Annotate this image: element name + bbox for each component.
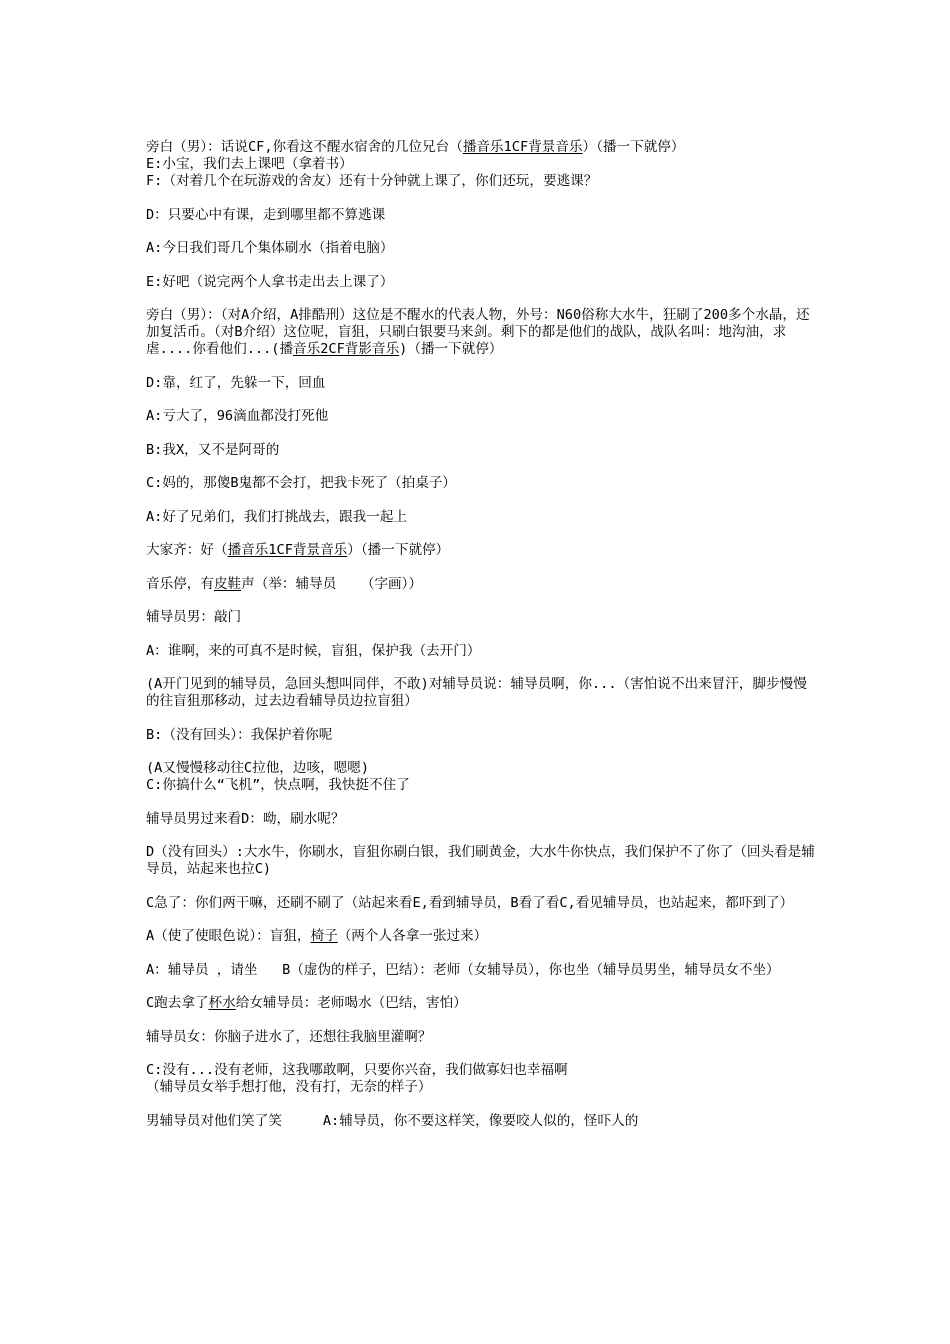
line-text: C急了：你们两干嘛，还刷不刷了（站起来看E,看到辅导员，B看了看C,看见辅导员，也站起来，都吓到了）	[146, 894, 794, 911]
script-line	[146, 1079, 816, 1096]
script-line	[146, 928, 816, 945]
script-line	[146, 609, 816, 626]
line-text: D：只要心中有课，走到哪里都不算逃课	[146, 206, 386, 223]
line-text: C:你搞什么“飞机”，快点啊，我快挺不住了	[146, 777, 410, 793]
underlined-cue: 椅子	[310, 928, 338, 944]
script-line	[146, 173, 816, 190]
line-text: (A开门见到的辅导员，急回头想叫同伴，不敢)对辅导员说：辅导员啊，你...（害怕说不出来冒汗，脚步慢慢的往盲狙那移动，过去边看辅导员边拉盲狙）	[146, 676, 807, 709]
script-line	[146, 240, 816, 257]
underlined-cue: 播音乐1CF背景音乐	[227, 542, 348, 558]
line-text: 给女辅导员：老师喝水（巴结，害怕）	[235, 995, 467, 1011]
line-text: （两个人各拿一张过来）	[337, 928, 488, 944]
script-line	[146, 375, 816, 392]
script-line	[146, 895, 816, 912]
line-text: C跑去拿了	[146, 995, 209, 1011]
script-line	[146, 676, 816, 710]
line-text: 辅导员女：你脑子进水了，还想往我脑里灌啊？	[146, 1028, 432, 1045]
line-text: F:（对着几个在玩游戏的舍友）还有十分钟就上课了，你们还玩，要逃课？	[146, 173, 598, 189]
line-text: E:小宝，我们去上课吧（拿着书）	[146, 156, 353, 172]
script-line	[146, 307, 816, 358]
underlined-cue: 杯水	[208, 995, 236, 1011]
line-text: 男辅导员对他们笑了笑 A:辅导员，你不要这样笑，像要咬人似的，怪吓人的	[146, 1112, 639, 1129]
line-text: C:没有...没有老师，这我哪敢啊，只要你兴奋，我们做寡妇也幸福啊	[146, 1062, 568, 1078]
script-line	[146, 643, 816, 660]
script-line	[146, 962, 816, 979]
line-text: A：谁啊，来的可真不是时候，盲狙，保护我（去开门）	[146, 642, 481, 659]
script-line	[146, 475, 816, 492]
script-line	[146, 760, 816, 777]
line-text: A:今日我们哥几个集体刷水（指着电脑）	[146, 240, 394, 256]
script-line	[146, 727, 816, 744]
line-text: A：辅导员 ，请坐 B（虚伪的样子，巴结）：老师（女辅导员），你也坐（辅导员男坐，辅导员女不坐）	[146, 961, 780, 978]
script-line	[146, 811, 816, 828]
line-text: A:好了兄弟们，我们打挑战去，跟我一起上	[146, 508, 408, 525]
underlined-cue: 皮鞋	[213, 575, 242, 592]
script-document	[146, 139, 816, 1146]
script-line	[146, 156, 816, 173]
underlined-cue: 音乐2CF背影音乐	[293, 341, 400, 357]
script-line	[146, 509, 816, 526]
line-text: 辅导员男过来看D：呦，刷水呢？	[146, 810, 345, 827]
script-line	[146, 542, 816, 559]
line-text: 大家齐：好（	[146, 542, 228, 558]
line-text: A（使了使眼色说）：盲狙，	[146, 928, 311, 944]
line-text: (A又慢慢移动往C拉他，边咳，嗯嗯)	[146, 760, 370, 776]
line-text: D:靠，红了，先躲一下，回血	[146, 374, 326, 391]
line-text: （辅导员女举手想打他，没有打，无奈的样子）	[146, 1079, 432, 1095]
line-text: 旁白（男）：话说CF,你看这不醒水宿舍的几位兄台（	[146, 139, 463, 155]
script-line	[146, 207, 816, 224]
script-line	[146, 576, 816, 593]
line-text: B:我X，又不是阿哥的	[146, 441, 280, 458]
script-line	[146, 274, 816, 291]
line-text: ）（播一下就停）	[582, 139, 685, 155]
line-text: A:亏大了，96滴血都没打死他	[146, 408, 329, 424]
script-line	[146, 1029, 816, 1046]
line-text: 旁白（男）：（对A介绍，A排酷刑）这位是不醒水的代表人物，外号：N60俗称大水牛，狂刷了200多个水晶，还加复活币。（对B介绍）这位呢，盲狙，只刷白银要马来剑。剩下的都是他们的战队，战队名叫：地沟油，求虐....你看他们...(播	[146, 307, 810, 357]
script-line	[146, 1113, 816, 1130]
script-line	[146, 995, 816, 1012]
script-line	[146, 139, 816, 156]
line-text: ）（播一下就停）	[347, 542, 450, 558]
script-line	[146, 408, 816, 425]
line-text: 声（举：辅导员 （字画））	[241, 575, 423, 592]
script-line	[146, 442, 816, 459]
line-text: E:好吧（说完两个人拿书走出去上课了）	[146, 273, 394, 290]
line-text: 辅导员男：敲门	[146, 609, 242, 625]
script-line	[146, 844, 816, 878]
underlined-cue: 播音乐1CF背景音乐	[462, 139, 583, 155]
line-text: D（没有回头）:大水牛，你刷水，盲狙你刷白银，我们刷黄金，大水牛你快点，我们保护不了你了（回头看是辅导员，站起来也拉C)	[146, 844, 815, 877]
script-line	[146, 1062, 816, 1079]
line-text: C:妈的，那傻B鬼都不会打，把我卡死了（拍桌子）	[146, 475, 457, 491]
script-line	[146, 777, 816, 794]
line-text: 音乐停，有	[146, 575, 214, 592]
line-text: B:（没有回头）：我保护着你呢	[146, 726, 333, 743]
line-text: )（播一下就停）	[399, 341, 503, 357]
